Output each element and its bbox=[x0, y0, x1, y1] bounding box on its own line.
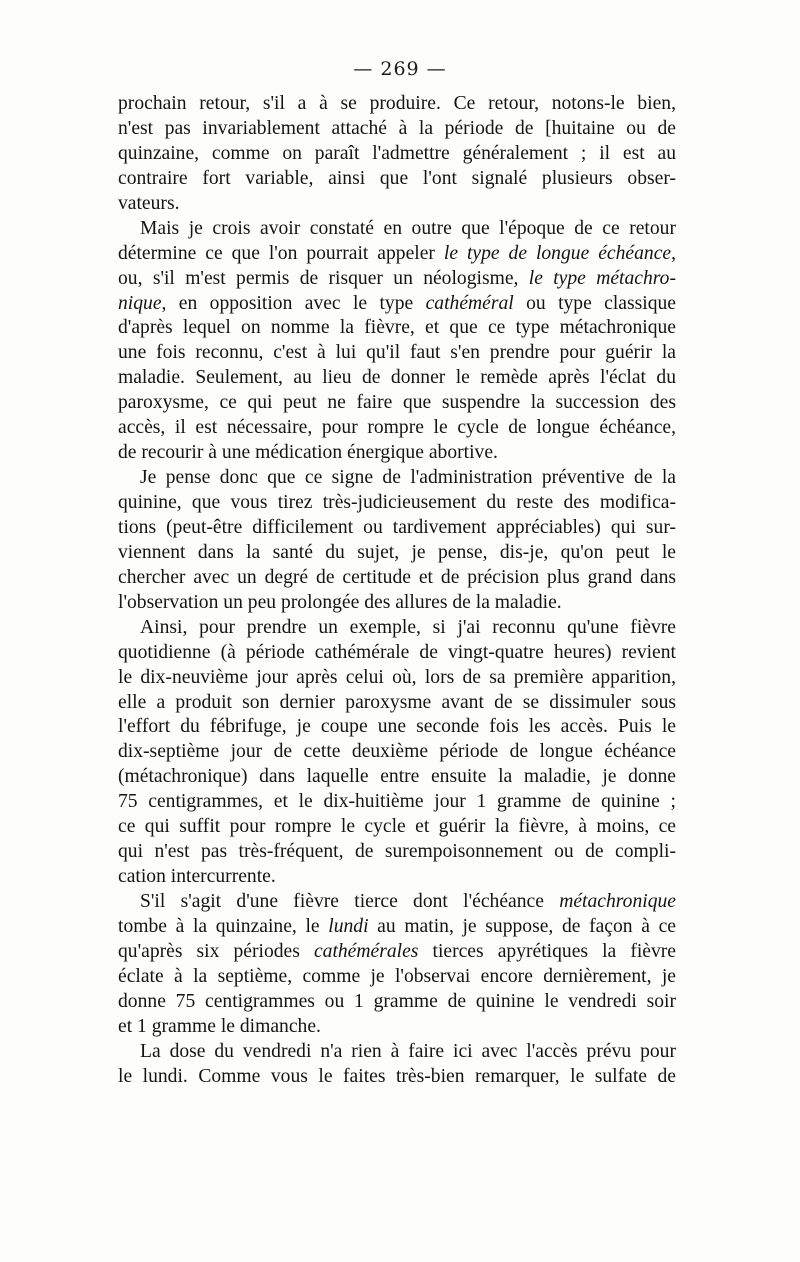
text-line: vateurs. bbox=[118, 192, 180, 214]
text-line: une fois reconnu, c'est à lui qu'il faut s'en prendre pour guérir la bbox=[118, 342, 676, 364]
text-line: elle a produit son dernier paroxysme avant de se dissimuler sous bbox=[118, 691, 676, 713]
text-line: le lundi. Comme vous le faites très-bien remarquer, le sulfate de bbox=[118, 1065, 676, 1087]
text-line bbox=[118, 267, 676, 292]
text-line: l'observation un peu prolongée des allures de la maladie. bbox=[118, 591, 562, 613]
text-segment: , bbox=[671, 242, 676, 264]
text-line: l'effort du fébrifuge, je coupe une seconde fois les accès. Puis le bbox=[118, 716, 676, 738]
text-line: d'après lequel on nomme la fièvre, et que ce type métachronique bbox=[118, 317, 676, 339]
text-line bbox=[118, 915, 676, 940]
text-line: Mais je crois avoir constaté en outre que l'époque de ce retour bbox=[140, 217, 676, 239]
text-line: donne 75 centigrammes ou 1 gramme de quinine le vendredi soir bbox=[118, 990, 676, 1012]
text-line: tions (peut-être difficilement ou tardivement appréciables) qui sur- bbox=[118, 516, 676, 538]
italic-text-segment: le type de longue échéance bbox=[443, 242, 672, 264]
text-segment: ou, s'il m'est permis de risquer un néologisme, bbox=[118, 267, 529, 289]
italic-text-segment: cathéméral bbox=[425, 292, 514, 314]
text-line bbox=[118, 292, 676, 317]
text-line: (métachronique) dans laquelle entre ensuite la maladie, je donne bbox=[118, 766, 676, 788]
italic-text-segment: nique bbox=[118, 292, 162, 314]
text-line: qui n'est pas très-fréquent, de surempoisonnement ou de compli- bbox=[118, 841, 676, 863]
text-line: maladie. Seulement, au lieu de donner le remède après l'éclat du bbox=[118, 367, 676, 389]
text-line: La dose du vendredi n'a rien à faire ici avec l'accès prévu pour bbox=[140, 1040, 676, 1062]
text-segment: S'il s'agit d'une fièvre tierce dont l'échéance bbox=[140, 891, 560, 912]
text-segment: ou type classique bbox=[513, 292, 676, 314]
text-segment: au matin, je suppose, de façon à ce bbox=[368, 915, 676, 937]
text-line: viennent dans la santé du sujet, je pense, dis-je, qu'on peut le bbox=[118, 541, 676, 563]
text-line bbox=[118, 890, 676, 915]
italic-text-segment: lundi bbox=[328, 915, 369, 937]
text-line: quinine, que vous tirez très-judicieusement du reste des modifica- bbox=[118, 492, 676, 513]
text-line: cation intercurrente. bbox=[118, 866, 276, 888]
text-line: dix-septième jour de cette deuxième période de longue échéance bbox=[118, 741, 676, 763]
text-line: quinzaine, comme on paraît l'admettre généralement ; il est au bbox=[118, 142, 676, 164]
text-line: le dix-neuvième jour après celui où, lors de sa première apparition, bbox=[118, 666, 676, 688]
text-line bbox=[118, 940, 676, 965]
italic-text-segment: métachronique bbox=[559, 891, 676, 912]
text-line: prochain retour, s'il a à se produire. Ce retour, notons-le bien, bbox=[118, 93, 676, 114]
text-line: ce qui suffit pour rompre le cycle et guérir la fièvre, à moins, ce bbox=[118, 816, 676, 838]
text-line: de recourir à une médication énergique abortive. bbox=[118, 442, 498, 464]
page-number-header: — 269 — bbox=[353, 58, 447, 80]
text-line: quotidienne (à période cathémérale de vingt-quatre heures) revient bbox=[118, 641, 676, 663]
text-line: contraire fort variable, ainsi que l'ont signalé plusieurs obser- bbox=[118, 167, 676, 189]
text-line: Ainsi, pour prendre un exemple, si j'ai reconnu qu'une fièvre bbox=[140, 616, 676, 638]
text-line: n'est pas invariablement attaché à la période de [huitaine ou de bbox=[118, 117, 676, 139]
text-segment: détermine ce que l'on pourrait appeler bbox=[118, 242, 444, 264]
text-line bbox=[118, 242, 676, 267]
text-segment: tombe à la quinzaine, le bbox=[118, 915, 329, 937]
text-line: chercher avec un degré de certitude et de précision plus grand dans bbox=[118, 566, 676, 588]
italic-text-segment: cathémérales bbox=[313, 940, 419, 962]
text-line: 75 centigrammes, et le dix-huitième jour 1 gramme de quinine ; bbox=[118, 791, 676, 813]
text-segment: qu'après six périodes bbox=[118, 940, 314, 962]
italic-text-segment: le type métachro- bbox=[528, 267, 676, 289]
text-line: Je pense donc que ce signe de l'administration préventive de la bbox=[140, 467, 676, 489]
text-line: et 1 gramme le dimanche. bbox=[118, 1015, 321, 1037]
text-segment: tierces apyrétiques la fièvre bbox=[418, 940, 676, 962]
text-line: paroxysme, ce qui peut ne faire que suspendre la succession des bbox=[118, 392, 676, 414]
text-segment: , en opposition avec le type bbox=[161, 292, 426, 314]
text-line: accès, il est nécessaire, pour rompre le cycle de longue échéance, bbox=[118, 417, 676, 439]
page-body-text bbox=[118, 92, 676, 1090]
text-line: éclate à la septième, comme je l'observai encore dernièrement, je bbox=[118, 965, 676, 987]
